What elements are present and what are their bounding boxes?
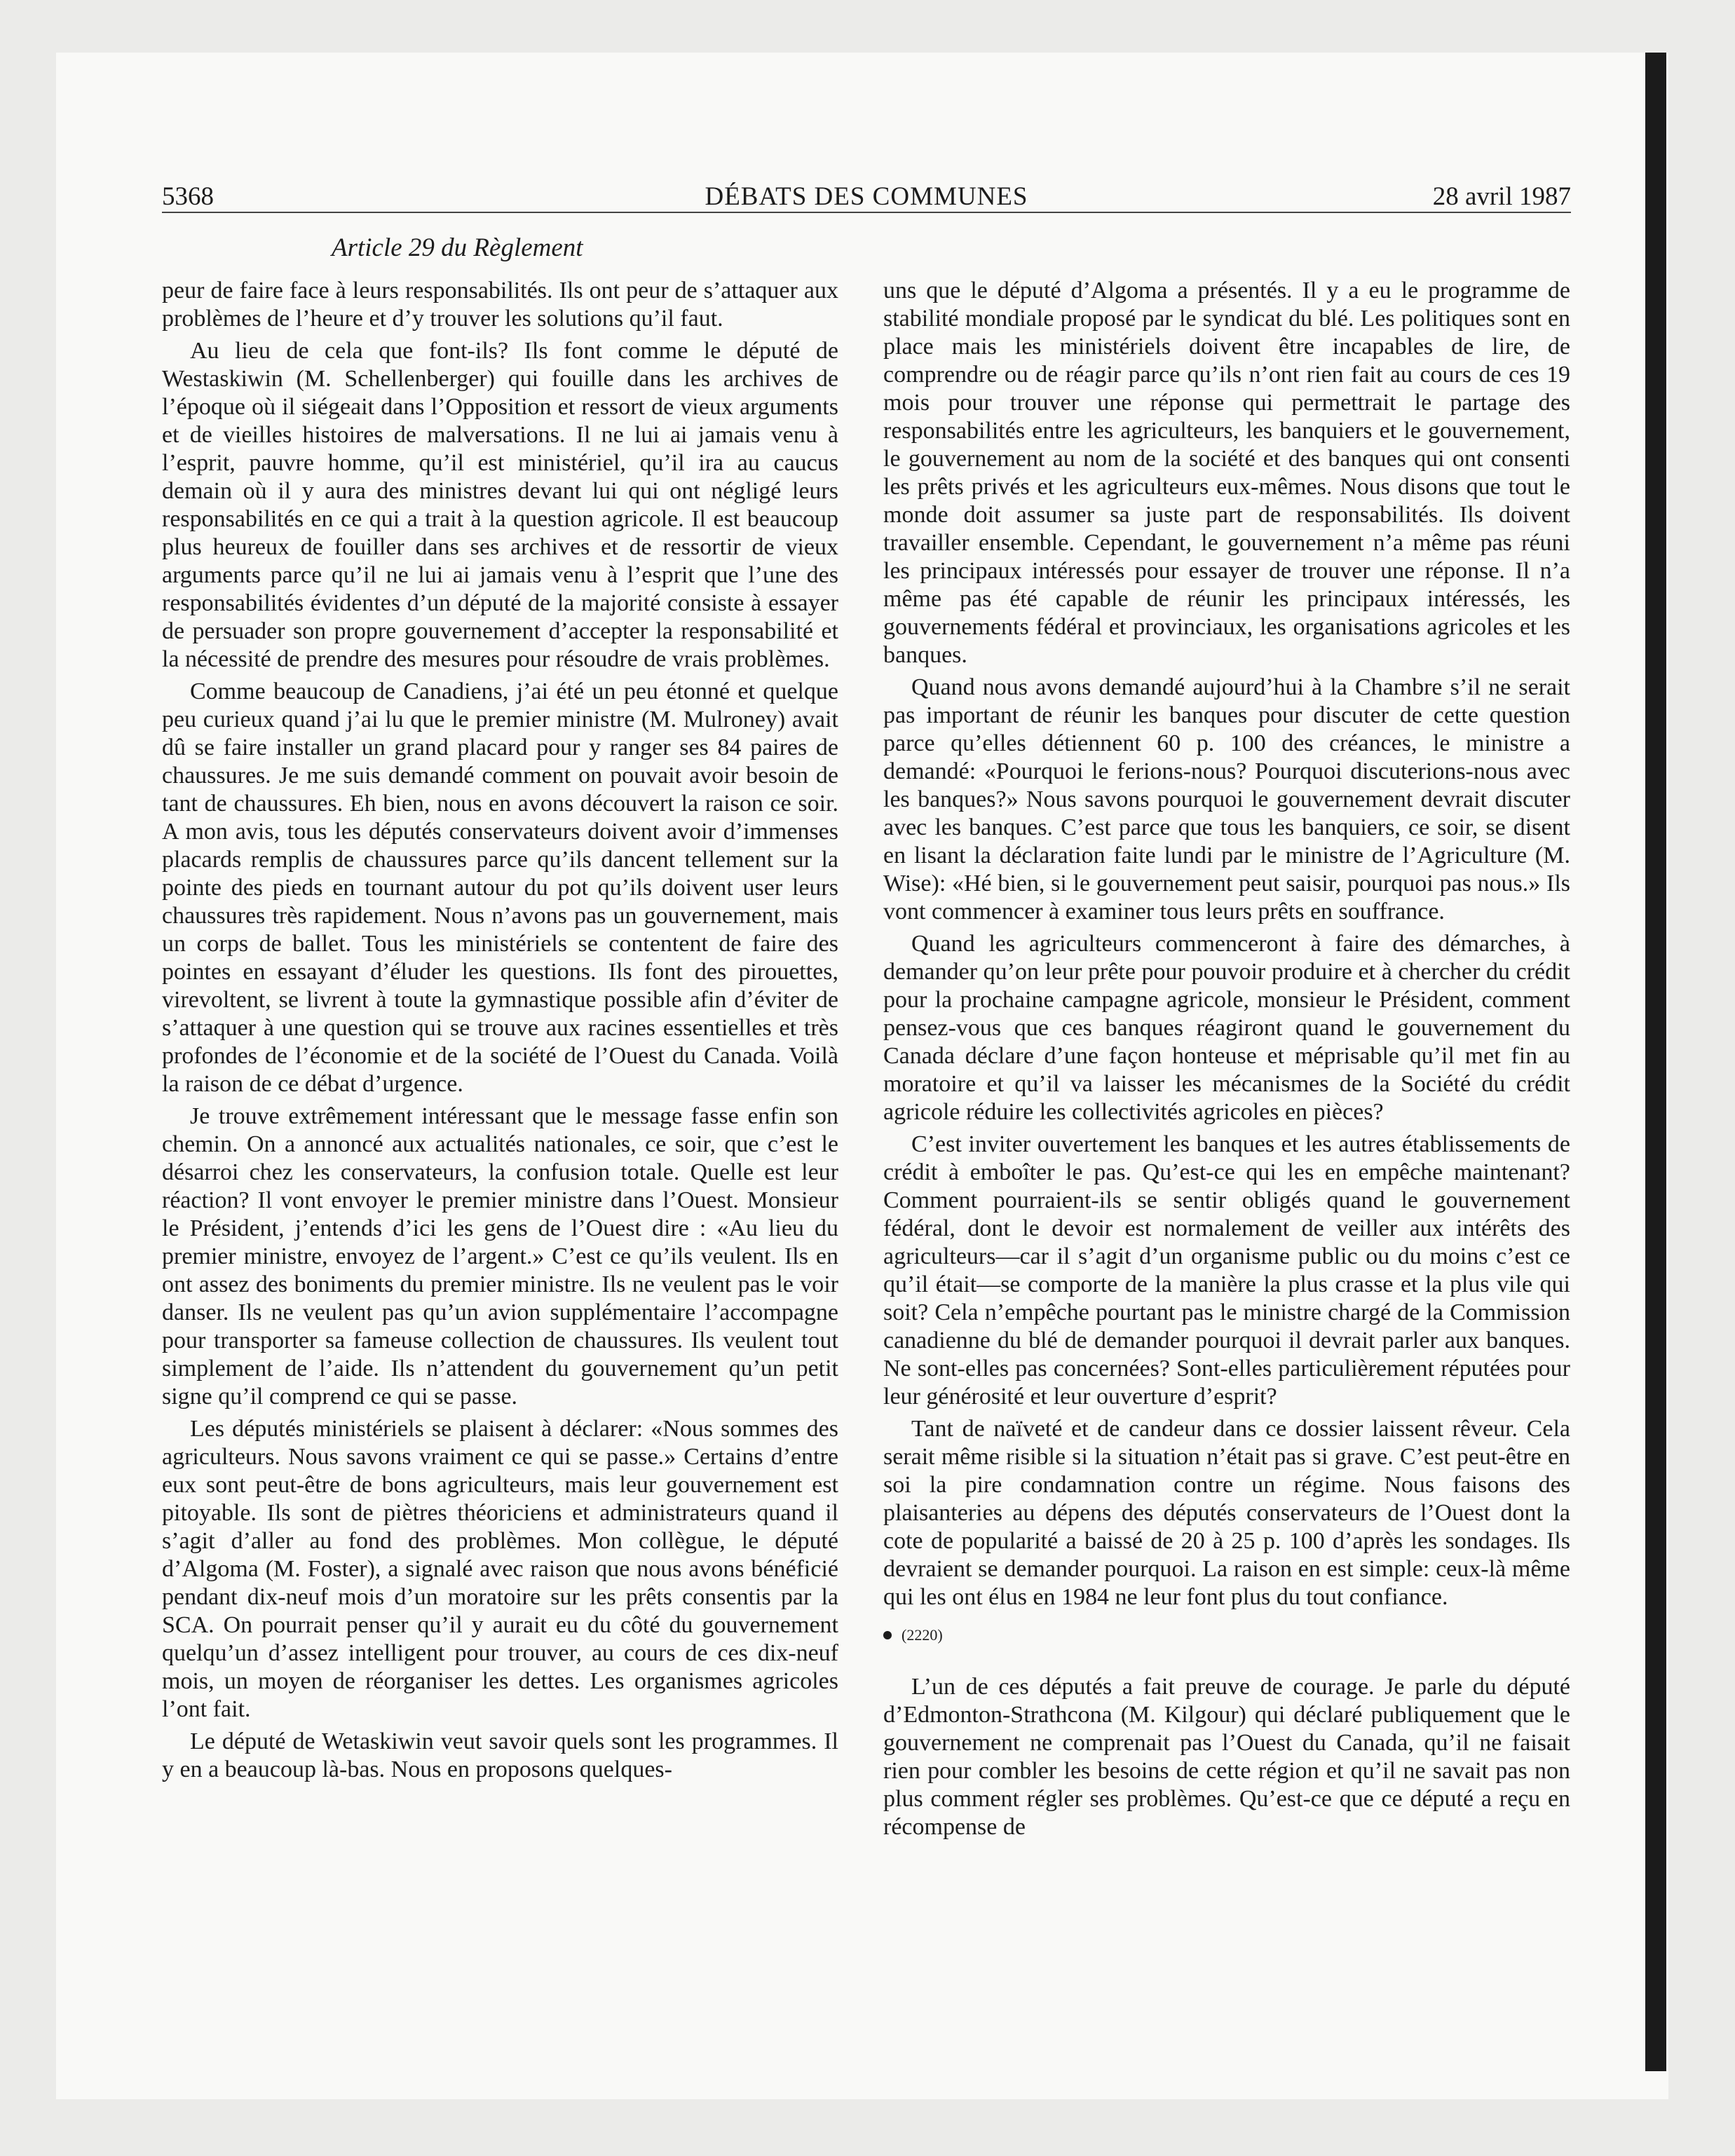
paragraph: L’un de ces députés a fait preuve de courage. Je parle du député d’Edmonton-Strathcona (M. Kilgour) qui déclaré publiquement que le gouvernement ne comprenait pas l’Ouest du Canada, qu’il ne faisait rien pour combler les besoins de cette région et qu’il ne savait pas non plus comment régler ses problèmes. Qu’est-ce que ce député a reçu en récompense de (883, 1674, 1570, 1840)
time-marker-label: (2220) (901, 1626, 943, 1644)
section-subheading: Article 29 du Règlement (332, 233, 583, 262)
paragraph: peur de faire face à leurs responsabilités. Ils ont peur de s’attaquer aux problèmes de l’heure et d’y trouver les solutions qu’il faut. (162, 278, 838, 332)
paragraph: Quand les agriculteurs commenceront à faire des démarches, à demander qu’on leur prête pour pouvoir produire et à chercher du crédit pour la prochaine campagne agricole, monsieur le Président, comment pensez-vous que ces banques réagiront quand le gouvernement du Canada déclare d’une façon honteuse et méprisable qu’il met fin au moratoire et qu’il va laisser les mécanismes de la Société du crédit agricole réduire les collectivités agricoles en pièces? (883, 931, 1570, 1125)
time-marker (883, 1621, 1570, 1649)
left-column (162, 277, 838, 2029)
publication-title: DÉBATS DES COMMUNES (705, 182, 1028, 211)
publication-date: 28 avril 1987 (1432, 182, 1571, 211)
right-column (883, 277, 1570, 2029)
paragraph: uns que le député d’Algoma a présentés. Il y a eu le programme de stabilité mondiale proposé par le syndicat du blé. Les politiques sont en place mais les ministériels doivent être incapables de lire, de comprendre ou de réagir parce qu’ils n’ont rien fait au cours de ces 19 mois pour trouver une réponse qui permettrait le partage des responsabilités entre les agriculteurs, les banquiers et le gouvernement, le gouvernement au nom de la société et des banques qui ont consenti les prêts privés et les agriculteurs eux-mêmes. Nous disons que tout le monde doit assumer sa juste part de responsabilités. Ils doivent travailler ensemble. Cependant, le gouvernement n’a même pas réuni les principaux intéressés pour essayer de trouver une réponse. Il n’a même pas été capable de réunir les principaux intéressés, les gouvernements fédéral et provinciaux, les organisations agricoles et les banques. (883, 278, 1570, 668)
page-number: 5368 (162, 182, 214, 211)
paragraph: Je trouve extrêmement intéressant que le message fasse enfin son chemin. On a annoncé aux actualités nationales, ce soir, que c’est le désarroi chez les conservateurs, la confusion totale. Quelle est leur réaction? Il vont envoyer le premier ministre dans l’Ouest. Monsieur le Président, j’entends d’ici les gens de l’Ouest dire : «Au lieu du premier ministre, envoyez de l’argent.» C’est ce qu’ils veulent. Ils en ont assez des boniments du premier ministre. Ils ne veulent pas le voir danser. Ils ne veulent pas qu’un avion supplémentaire l’accompagne pour transporter sa fameuse collection de chaussures. Ils veulent tout simplement de l’aide. Ils n’attendent du gouvernement qu’un petit signe qu’il comprend ce qui se passe. (162, 1103, 838, 1410)
paragraph: Quand nous avons demandé aujourd’hui à la Chambre s’il ne serait pas important de réunir les banques pour discuter de cette question parce qu’elles détiennent 60 p. 100 des créances, le ministre a demandé: «Pourquoi le ferions-nous? Pourquoi discuterions-nous avec les banques?» Nous savons pourquoi le gouvernement devrait discuter avec les banques. C’est parce que tous les banquiers, ce soir, se disent en lisant la déclaration faite lundi par le ministre de l’Agriculture (M. Wise): «Hé bien, si le gouvernement peut saisir, pourquoi pas nous.» Ils vont commencer à examiner tous leurs prêts en souffrance. (883, 674, 1570, 925)
paragraph: Tant de naïveté et de candeur dans ce dossier laissent rêveur. Cela serait même risible si la situation n’était pas si grave. C’est peut-être en soi la pire condamnation contre un régime. Nous faisons des plaisanteries au dépens des députés conservateurs de l’Ouest dont la cote de popularité a baissé de 20 à 25 p. 100 d’après les sondages. Ils devraient se demander pourquoi. La raison en est simple: ceux-là même qui les ont élus en 1984 ne leur font plus du tout confiance. (883, 1416, 1570, 1610)
paragraph: Les députés ministériels se plaisent à déclarer: «Nous sommes des agriculteurs. Nous savons vraiment ce qui se passe.» Certains d’entre eux sont peut-être de bons agriculteurs, mais leur gouvernement est pitoyable. Ils sont de piètres théoriciens et administrateurs quand il s’agit d’aller au fond des problèmes. Mon collègue, le député d’Algoma (M. Foster), a signalé avec raison que nous avons bénéficié pendant dix-neuf mois d’un moratoire sur les prêts consentis par la SCA. On pourrait penser qu’il y aurait eu du côté du gouvernement quelqu’un d’assez intelligent pour trouver, au cours de ces dix-neuf mois, un moyen de réorganiser les dettes. Les organismes agricoles l’ont fait. (162, 1416, 838, 1722)
header-rule (162, 212, 1571, 213)
paragraph: Comme beaucoup de Canadiens, j’ai été un peu étonné et quelque peu curieux quand j’ai lu que le premier ministre (M. Mulroney) avait dû se faire installer un grand placard pour y ranger ses 84 paires de chaussures. Je me suis demandé comment on pouvait avoir besoin de tant de chaussures. Eh bien, nous en avons découvert la raison ce soir. A mon avis, tous les députés conservateurs doivent avoir d’immenses placards remplis de chaussures parce qu’ils dancent tellement sur la pointe des pieds en tournant autour du pot qu’ils doivent user leurs chaussures très rapidement. Nous n’avons pas un gouvernement, mais un corps de ballet. Tous les ministériels se contentent de faire des pointes en essayant d’éluder les questions. Ils font des pirouettes, virevoltent, se livrent à toute la gymnastique possible afin d’éviter de s’attaquer à une question qui se trouve aux racines essentielles et très profondes de l’économie et de la société de l’Ouest du Canada. Voilà la raison de ce débat d’urgence. (162, 678, 838, 1097)
running-head (162, 179, 1571, 214)
paragraph: C’est inviter ouvertement les banques et les autres établissements de crédit à emboîter le pas. Qu’est-ce qui les en empêche maintenant? Comment pourraient-ils se sentir obligés quand le gouvernement fédéral, dont le devoir est normalement de veiller aux intérêts des agriculteurs—car il s’agit d’un organisme public ou du moins c’est ce qu’il était—se comporte de la manière la plus crasse et la plus vile qui soit? Cela n’empêche pourtant pas le ministre chargé de la Commission canadienne du blé de demander pourquoi il devrait parler aux banques. Ne sont-elles pas concernées? Sont-elles particulièrement réputées pour leur générosité et leur ouverture d’esprit? (883, 1131, 1570, 1410)
scan-edge-shadow (1645, 53, 1666, 2071)
paragraph: Le député de Wetaskiwin veut savoir quels sont les programmes. Il y en a beaucoup là-bas. Nous en proposons quelques- (162, 1728, 838, 1782)
paragraph: Au lieu de cela que font-ils? Ils font comme le député de Westaskiwin (M. Schellenberger) qui fouille dans les archives de l’époque où il siégeait dans l’Opposition et ressort de vieux arguments et de vieilles histoires de malversations. Il ne lui ai jamais venu à l’esprit, pauvre homme, qu’il est ministériel, qu’il ira au caucus demain où il y aura des ministres devant lui qui ont négligé leurs responsabilités en ce qui a trait à la question agricole. Il est beaucoup plus heureux de fouiller dans ses archives et de ressortir de vieux arguments parce qu’il ne lui ai jamais venu à l’esprit que l’une des responsabilités évidentes d’un député de la majorité consiste à essayer de persuader son propre gouvernement d’accepter la responsabilité et la nécessité de prendre des mesures pour résoudre de vrais problèmes. (162, 338, 838, 672)
bullet-icon (883, 1631, 892, 1639)
